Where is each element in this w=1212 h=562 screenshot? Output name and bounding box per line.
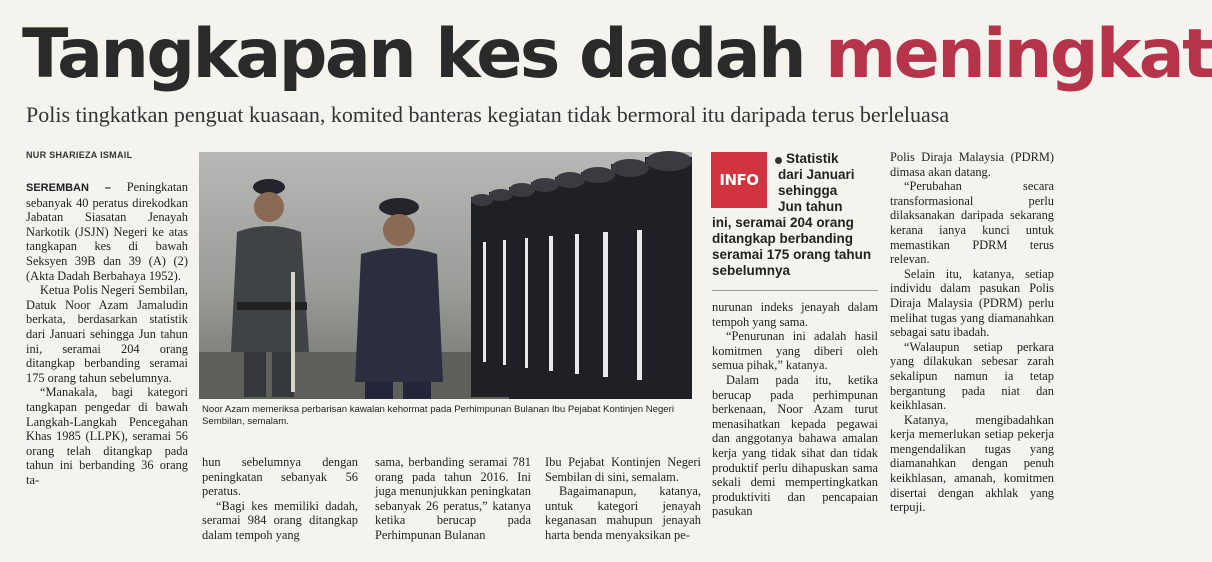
info-line: dari Januari <box>778 167 855 182</box>
paragraph: sama, berbanding seramai 781 orang pada tahun 2016. Ini juga menunjukkan peningkatan sebanyak 26 peratus,” katanya ketika berucap pada Perhimpunan Bulanan <box>375 455 531 542</box>
info-line: ini, seramai 204 orang <box>712 215 854 230</box>
paragraph: “Penurunan ini adalah hasil komitmen yang diberi oleh semua pihak,” katanya. <box>712 329 878 373</box>
photo-caption: Noor Azam memeriksa perbarisan kawalan kehormat pada Perhimpunan Bulanan Ibu Pejabat Kontinjen Negeri Sembilan, semalam. <box>202 404 674 427</box>
info-line: ditangkap berbanding <box>712 231 854 246</box>
paragraph: Ketua Polis Negeri Sembilan, Datuk Noor Azam Jamaludin berkata, berdasarkan statistik dari Januari sehingga Jun tahun ini, seramai 204 orang ditangkap berbanding seramai 175 orang tahun sebelumnya. <box>26 283 188 385</box>
byline: NUR SHARIEZA ISMAIL <box>26 150 133 160</box>
paragraph <box>26 180 188 283</box>
headline-part-1: Tangkapan kes dadah <box>22 15 826 94</box>
paragraph: “Walaupun setiap perkara yang dilakukan sebesar zarah sekalipun namun ia tetap bergantung pada niat dan keikhlasan. <box>890 339 1054 413</box>
paragraph: Selain itu, katanya, setiap individu dalam pasukan Polis Diraja Malaysia (PDRM) perlu melihat tugas yang diamanahkan sebagai satu ibadah. <box>890 266 1054 340</box>
news-photo <box>199 152 692 399</box>
paragraph: “Perubahan secara transformasional perlu dilaksanakan daripada sekarang kerana ianya kunci untuk memastikan PDRM terus relevan. <box>890 179 1054 267</box>
headline-part-2: meningkat <box>825 15 1212 94</box>
article-column-6 <box>890 150 1054 515</box>
article-column-2 <box>202 455 358 543</box>
paragraph: nurunan indeks jenayah dalam tempoh yang sama. <box>712 300 878 329</box>
paragraph-text: Peningkatan sebanyak 40 peratus direkodkan Jabatan Siasatan Jenayah Narkotik (JSJN) Negeri ke atas tangkapan kes di bawah Seksyen 39B dan 39 (A) (2) (Akta Dadah Berbahaya 1952). <box>26 180 188 283</box>
paragraph: Bagaimanapun, katanya, untuk kategori jenayah keganasan mahupun jenayah harta benda menyaksikan pe- <box>545 484 701 542</box>
paragraph: hun sebelumnya dengan peningkatan sebanyak 56 peratus. <box>202 455 358 499</box>
bullet-icon <box>775 157 782 164</box>
article-column-5 <box>712 300 878 519</box>
headline <box>22 12 1212 98</box>
info-line: sehingga <box>778 183 838 198</box>
paragraph: Dalam pada itu, ketika berucap pada perhimpunan berkenaan, Noor Azam turut menasihatkan kepada pegawai dan anggotanya bahawa amalan kerja yang tidak sihat dan tidak produktif perlu dihapuskan sama sekali demi mempertingkatkan produktiviti dan pencapaian pasukan <box>712 372 878 519</box>
divider <box>712 290 878 291</box>
info-line: Jun tahun <box>778 199 843 214</box>
article-column-3 <box>375 455 531 543</box>
subheadline: Polis tingkatkan penguat kuasaan, komited banteras kegiatan tidak bermoral itu daripada terus berleluasa <box>26 102 950 127</box>
paragraph: Ibu Pejabat Kontinjen Negeri Sembilan di sini, semalam. <box>545 455 701 484</box>
info-label: INFO <box>719 171 759 189</box>
paragraph: Katanya, mengibadahkan kerja memerlukan setiap pekerja mengendalikan tugas yang diamanahkan dengan penuh keikhlasan, amanah, komitmen disertai dengan akhlak yang terpuji. <box>890 412 1054 515</box>
paragraph: Polis Diraja Malaysia (PDRM) dimasa akan datang. <box>890 150 1054 179</box>
paragraph: “Bagi kes memiliki dadah, seramai 984 orang ditangkap dalam tempoh yang <box>202 498 358 542</box>
info-line: Statistik <box>786 151 839 166</box>
dateline: SEREMBAN – <box>26 182 111 194</box>
info-line: seramai 175 orang tahun <box>712 247 872 262</box>
article-column-1 <box>26 180 188 487</box>
info-line: sebelumnya <box>712 263 791 278</box>
photo-illustration <box>199 152 692 399</box>
paragraph: “Manakala, bagi kategori tangkapan pengedar di bawah Langkah-Langkah Pencegahan Khas 1985 (LLPK), seramai 56 orang telah ditangkap pada tahun ini berbanding 36 orang ta- <box>26 385 188 487</box>
article-column-4 <box>545 455 701 543</box>
